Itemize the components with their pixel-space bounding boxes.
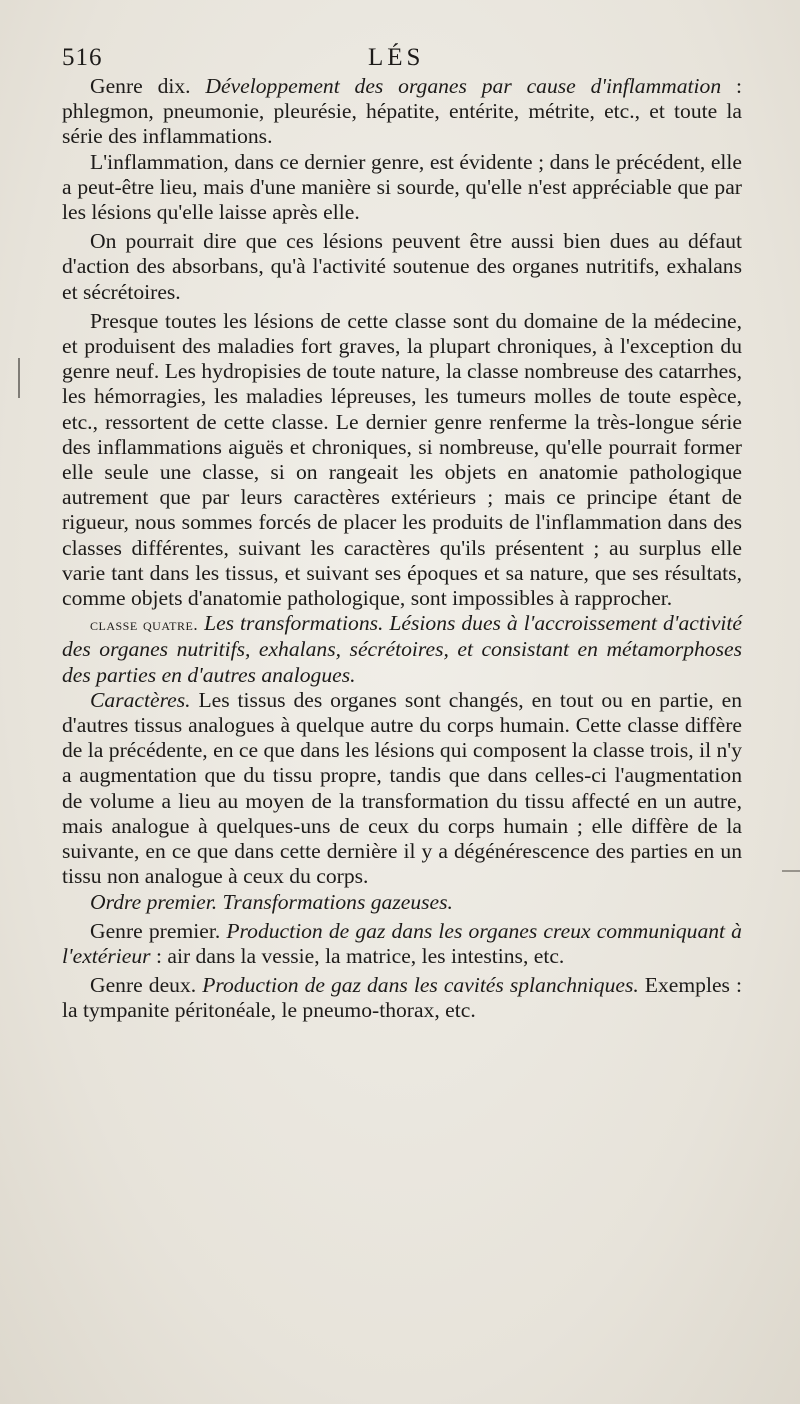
paragraph [62, 74, 742, 150]
paragraph [62, 973, 742, 1023]
margin-mark [18, 358, 20, 398]
paragraph [62, 611, 742, 688]
paragraph [62, 890, 742, 915]
paragraph [62, 150, 742, 226]
text-run: Les transformations. Lésions dues à l'accroissement d'activité des organes nutritifs, exhalans, sécrétoires, et consistant en métamorphoses des parties en d'autres analogues. [62, 611, 742, 687]
text-run: Presque toutes les lésions de cette classe sont du domaine de la médecine, et produisent des maladies fort graves, la plupart chroniques, à l'exception du genre neuf. Les hydropisies de toute nature, la classe nombreuse des catarrhes, les hémorragies, les maladies lépreuses, les tumeurs molles de toute espèce, etc., ressortent de cette classe. Le dernier genre renferme la très-longue série des inflammations aiguës et chroniques, si nombreuse, qu'elle pourrait former elle seule une classe, si on rangeait les objets en anatomie pathologique autrement que par leurs caractères extérieurs ; mais ce principe étant de rigueur, nous sommes forcés de placer les produits de l'inflammation dans des classes différentes, suivant les caractères qu'ils présentent ; au surplus elle varie tant dans les tissus, et suivant ses époques et sa nature, que ses résultats, comme objets d'anatomie pathologique, sont impossibles à rapprocher. [62, 308, 742, 611]
paragraph [62, 229, 742, 305]
text-run: Genre deux. [90, 973, 203, 998]
paragraph [62, 309, 742, 611]
paragraph [62, 919, 742, 969]
text-run: : phlegmon, pneumonie, pleurésie, hépatite, entérite, métrite, etc., et toute la série des inflammations. [62, 74, 742, 149]
text-run: Genre premier. [90, 918, 227, 943]
text-run: Genre dix. [90, 74, 206, 98]
page-number: 516 [62, 44, 103, 71]
page-header [62, 44, 742, 74]
text-run: Production de gaz dans les organes creux communiquant à l'extérieur [62, 918, 742, 968]
text-run: Exemples : la tympanite péritonéale, le pneumo-thorax, etc. [62, 973, 742, 1023]
running-head: LÉS [368, 44, 425, 71]
text-run: On pourrait dire que ces lésions peuvent être aussi bien dues au défaut d'action des absorbans, qu'à l'activité soutenue des organes nutritifs, exhalans et sécrétoires. [62, 229, 742, 304]
text-run: Production de gaz dans les cavités splanchniques. [202, 973, 639, 998]
page-body [62, 74, 742, 1024]
text-run: classe quatre. [90, 615, 199, 635]
edge-mark [782, 870, 800, 872]
text-run: Ordre premier. Transformations gazeuses. [90, 889, 453, 914]
text-run: Développement des organes par cause d'inflammation [205, 74, 722, 98]
text-run: L'inflammation, dans ce dernier genre, est évidente ; dans le précédent, elle a peut-être lieu, mais d'une manière si sourde, qu'elle n'est appréciable que par les lésions qu'elle laisse après elle. [62, 149, 742, 225]
text-run: Les tissus des organes sont changés, en tout ou en partie, en d'autres tissus analogues à quelque autre du corps humain. Cette classe diffère de la précédente, en ce que dans les lésions qui composent la classe trois, il n'y a augmentation que du tissu propre, tandis que dans celles-ci l'augmentation de volume a lieu au moyen de la transformation du tissu affecté en un autre, mais analogue à quelques-uns de ceux du corps humain ; elle diffère de la suivante, en ce que dans cette dernière il y a dégénérescence des parties en un tissu non analogue à ceux du corps. [62, 687, 742, 889]
paragraph [62, 688, 742, 890]
text-run: : air dans la vessie, la matrice, les intestins, etc. [150, 943, 565, 968]
text-run: Caractères. [90, 687, 191, 712]
